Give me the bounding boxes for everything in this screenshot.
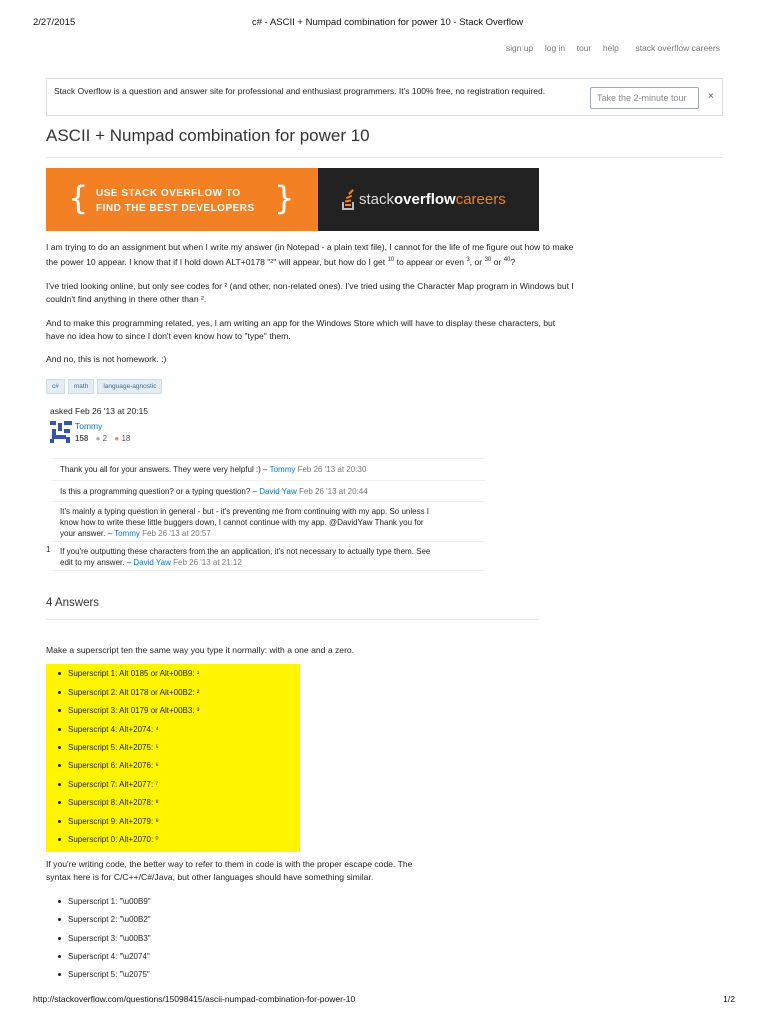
bullet-icon <box>58 900 61 903</box>
list-item <box>58 897 151 906</box>
silver-badge-icon: ● <box>95 434 101 443</box>
bullet-icon <box>58 801 61 804</box>
item-text: Superscript 5: "\u2075" <box>68 970 150 979</box>
item-text: Superscript 4: Alt+2074: ⁴ <box>68 725 159 734</box>
brace-right-icon: } <box>274 179 295 217</box>
comment-user[interactable]: Tommy <box>114 529 140 538</box>
item-text: Superscript 0: Alt+2070: ⁰ <box>68 835 159 844</box>
tag-language-agnostic[interactable]: language-agnostic <box>97 379 162 394</box>
p1-line-2a: the power 10 appear. I know that if I hold down ALT+0178 "²" will appear, but how do I get <box>46 256 386 267</box>
ad-line-1: USE STACK OVERFLOW TO <box>96 188 241 199</box>
item-text: Superscript 1: Alt 0185 or Alt+00B9: ¹ <box>68 669 200 678</box>
nav-sign-up[interactable]: sign up <box>505 43 534 53</box>
question-title[interactable]: ASCII + Numpad combination for power 10 <box>46 126 370 145</box>
list-item <box>58 952 150 961</box>
item-text: Superscript 9: Alt+2079: ⁹ <box>68 817 159 826</box>
comment-line-3: your answer. – <box>60 529 113 538</box>
comment-user[interactable]: David Yaw <box>259 487 297 496</box>
careers-ad-left[interactable] <box>46 168 318 231</box>
p1-line-2b: to appear or even <box>396 256 465 267</box>
p1-line-2c: , or <box>469 256 483 267</box>
list-item <box>58 780 158 789</box>
careers-ad-right[interactable] <box>318 168 539 231</box>
question-paragraph-3 <box>46 317 555 343</box>
bullet-icon <box>58 764 61 767</box>
bullet-icon <box>58 820 61 823</box>
list-item <box>58 798 159 807</box>
p2-line-2: couldn't find anything in there other than ². <box>46 294 207 304</box>
print-title: c# - ASCII + Numpad combination for power 10 - Stack Overflow <box>252 17 524 28</box>
bullet-icon <box>58 691 61 694</box>
list-item <box>58 817 159 826</box>
take-tour-button[interactable]: Take the 2-minute tour <box>590 87 699 109</box>
bronze-badge-icon: ● <box>114 434 120 443</box>
p3-line-2: have no idea how to since I don't even know how to "type" them. <box>46 331 291 341</box>
reputation-score: 158 <box>75 434 89 443</box>
list-item <box>58 669 199 678</box>
avatar[interactable] <box>50 421 72 443</box>
user-name[interactable]: Tommy <box>75 421 103 431</box>
print-date: 2/27/2015 <box>33 17 76 28</box>
tag-csharp[interactable]: c# <box>46 379 65 394</box>
list-item <box>58 706 199 715</box>
bullet-icon <box>58 728 61 731</box>
list-item <box>58 970 150 979</box>
bullet-icon <box>58 973 61 976</box>
comment-date: Feb 26 '13 at 20:44 <box>298 487 368 496</box>
question-paragraph-1 <box>46 241 573 269</box>
list-item <box>58 835 159 844</box>
stackoverflow-logo-icon <box>342 188 356 210</box>
comment <box>52 458 485 480</box>
answer-paragraph-line-1: If you're writing code, the better way to refer to them in code is with the proper escape code. The <box>46 859 413 869</box>
bullet-icon <box>58 955 61 958</box>
answer-paragraph-line-2: syntax here is for C/C++/C#/Java, but other languages should have something similar. <box>46 872 374 882</box>
wordmark-stack: stack <box>359 191 395 208</box>
comment-date: Feb 26 '13 at 20:57 <box>142 529 211 538</box>
title-divider <box>46 157 723 158</box>
comment-line-2: know how to write these little buggers down, I cannot continue with my app. @DavidYaw Thank you for <box>60 518 424 527</box>
nav-log-in[interactable]: log in <box>544 43 566 53</box>
top-navigation <box>497 43 720 53</box>
careers-wordmark <box>359 191 506 208</box>
silver-badge-count: 2 <box>102 434 108 443</box>
bullet-icon <box>58 709 61 712</box>
comment-line-1: It's mainly a typing question in general - but - it's preventing me from continuing with my app. So unless I <box>60 507 430 516</box>
item-text: Superscript 8: Alt+2078: ⁸ <box>68 798 159 807</box>
answer-intro: Make a superscript ten the same way you type it normally: with a one and a zero. <box>46 645 355 655</box>
tag-list <box>46 379 165 394</box>
sup-10: 10 <box>387 257 395 263</box>
list-item <box>58 725 159 734</box>
ad-line-2: FIND THE BEST DEVELOPERS <box>96 203 255 214</box>
close-icon[interactable]: × <box>708 91 714 102</box>
item-text: Superscript 2: "\u00B2" <box>68 915 151 924</box>
item-text: Superscript 4: "\u2074" <box>68 952 150 961</box>
comment-line-1: If you're outputting these characters from the an application, it's not necessary to actually type them. See <box>60 547 431 556</box>
question-paragraph-2 <box>46 280 574 306</box>
comment <box>52 501 485 541</box>
comment-user[interactable]: David Yaw <box>133 558 171 567</box>
user-reputation <box>75 434 130 443</box>
list-item <box>58 743 159 752</box>
sup-3: 3 <box>466 257 470 263</box>
answers-divider <box>46 619 539 620</box>
comment-date: Feb 26 '13 at 21:12 <box>173 558 242 567</box>
p1-line-1: I am trying to do an assignment but when I write my answer (in Notepad - a plain text file), I cannot for the life of me figure out how to make <box>46 242 574 252</box>
comment-score: 1 <box>46 545 51 554</box>
comment-text: Thank you all for your answers. They were very helpful :) – <box>60 465 268 474</box>
item-text: Superscript 3: Alt 0179 or Alt+00B3: ³ <box>68 706 200 715</box>
bullet-icon <box>58 838 61 841</box>
answers-count-header: 4 Answers <box>46 597 100 609</box>
list-item <box>58 915 151 924</box>
p2-line-1: I've tried looking online, but only see codes for ² (and other, non-related ones). I've tried using the Character Map program in Windows but I <box>46 281 574 291</box>
bullet-icon <box>58 746 61 749</box>
item-text: Superscript 1: "\u00B9" <box>68 897 151 906</box>
bullet-icon <box>58 918 61 921</box>
nav-tour[interactable]: tour <box>576 43 592 53</box>
p3-line-1: And to make this programming related, yes, I am writing an app for the Windows Store which will have to display these characters, but <box>46 318 556 328</box>
item-text: Superscript 7: Alt+2077: ⁷ <box>68 780 159 789</box>
welcome-banner <box>46 78 723 116</box>
comment-text: Is this a programming question? or a typing question? – <box>60 487 258 496</box>
comment-date: Feb 26 '13 at 20:30 <box>297 465 367 474</box>
comment-line-2: edit to my answer. – <box>60 558 132 567</box>
comment-user[interactable]: Tommy <box>269 465 296 474</box>
tag-math[interactable]: math <box>68 379 94 394</box>
list-item <box>58 688 199 697</box>
comment <box>52 541 485 571</box>
bullet-icon <box>58 937 61 940</box>
list-item <box>58 934 151 943</box>
bullet-icon <box>58 672 61 675</box>
item-text: Superscript 3: "\u00B3" <box>68 934 151 943</box>
nav-help[interactable]: help <box>602 43 619 53</box>
p1-line-2d: or <box>493 256 502 267</box>
comment <box>52 480 485 501</box>
list-item <box>58 761 159 770</box>
item-text: Superscript 6: Alt+2076: ⁶ <box>68 761 159 770</box>
asked-date: asked Feb 26 '13 at 20:15 <box>50 406 149 416</box>
nav-careers[interactable]: stack overflow careers <box>635 43 720 53</box>
wordmark-careers: careers <box>455 191 506 208</box>
bullet-icon <box>58 783 61 786</box>
bronze-badge-count: 18 <box>121 434 131 443</box>
footer-url: http://stackoverflow.com/questions/15098415/ascii-numpad-combination-for-power-10 <box>33 994 356 1004</box>
question-paragraph-4: And no, this is not homework. :) <box>46 354 167 364</box>
p1-line-2e: ? <box>510 256 516 267</box>
brace-left-icon: { <box>68 179 89 217</box>
item-text: Superscript 2: Alt 0178 or Alt+00B2: ² <box>68 688 200 697</box>
banner-text: Stack Overflow is a question and answer site for professional and enthusiast programmers. It's 100% free, no registration required. <box>54 86 546 96</box>
answer-paragraph <box>46 858 412 884</box>
footer-page-number: 1/2 <box>723 994 735 1004</box>
sup-40: 40 <box>503 257 511 263</box>
sup-30: 30 <box>484 257 492 263</box>
item-text: Superscript 5: Alt+2075: ⁵ <box>68 743 159 752</box>
wordmark-overflow: overflow <box>394 191 456 208</box>
